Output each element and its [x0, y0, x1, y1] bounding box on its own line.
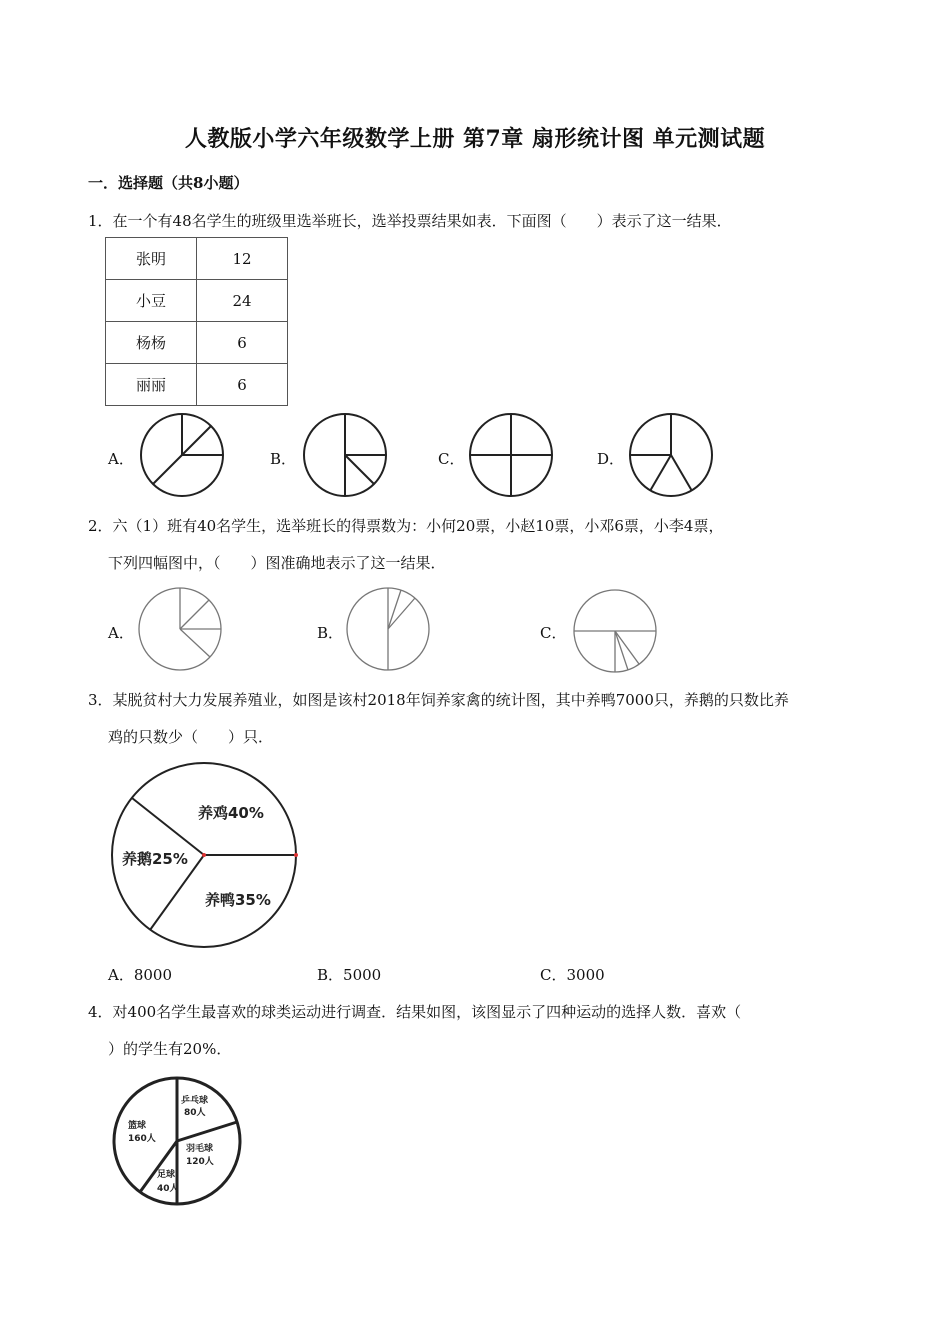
slice-count-basketball: 160人 — [128, 1134, 156, 1144]
slice-count-badminton: 120人 — [186, 1157, 214, 1167]
q3-pie-chart — [110, 762, 305, 952]
page-title: 人教版小学六年级数学上册 第7章 扇形统计图 单元测试题 — [184, 126, 766, 152]
q2-option-b[interactable]: B． — [317, 624, 344, 642]
q1-pie-c — [469, 413, 559, 503]
q1-pie-b — [302, 413, 392, 503]
q3-option-b[interactable]: B．5000 — [317, 966, 382, 984]
table-cell-votes: 6 — [197, 364, 288, 406]
q1-pie-a — [140, 413, 230, 503]
question-3-line-2: 鸡的只数少（ ）只． — [108, 728, 274, 746]
vote-table — [105, 237, 288, 406]
slice-label-chicken: 养鸡40% — [198, 804, 264, 822]
q2-option-c[interactable]: C． — [540, 624, 567, 642]
slice-label-duck: 养鸭35% — [205, 891, 271, 909]
table-cell-votes: 24 — [197, 280, 288, 322]
table-cell-name: 杨杨 — [106, 322, 197, 364]
question-4-line-2: ）的学生有20%． — [108, 1040, 232, 1058]
slice-count-football: 40人 — [157, 1184, 179, 1194]
table-row — [106, 322, 288, 364]
slice-label-basketball: 篮球 — [128, 1121, 147, 1131]
question-3-line-1: 3．某脱贫村大力发展养殖业，如图是该村2018年饲养家禽的统计图，其中养鸭7000只，养鹅的只数比养 — [88, 691, 789, 709]
q2-option-a[interactable]: A． — [108, 624, 134, 642]
slice-label-football: 足球 — [157, 1170, 176, 1180]
q1-option-a[interactable]: A． — [108, 450, 134, 468]
slice-label-goose: 养鹅25% — [122, 850, 188, 868]
q2-pie-c — [573, 589, 663, 679]
table-row — [106, 280, 288, 322]
q1-pie-d — [628, 413, 718, 503]
pie-divider-2 — [132, 798, 204, 855]
pie-center-dot — [202, 853, 206, 857]
section-heading: 一．选择题（共8小题） — [88, 174, 249, 192]
q2-pie-b — [346, 587, 436, 677]
question-2-line-2: 下列四幅图中，（ ）图准确地表示了这一结果． — [108, 554, 446, 572]
q1-option-d[interactable]: D． — [597, 450, 625, 468]
q1-option-b[interactable]: B． — [270, 450, 297, 468]
q3-option-c[interactable]: C．3000 — [540, 966, 605, 984]
question-2-line-1: 2．六（1）班有40名学生，选举班长的得票数为：小何20票，小赵10票，小邓6票，小李4票， — [88, 517, 724, 535]
pie-edge-dot — [294, 853, 298, 857]
slice-label-pingpong: 乒乓球 — [181, 1096, 209, 1106]
table-cell-name: 张明 — [106, 238, 197, 280]
question-1-text: 1．在一个有48名学生的班级里选举班长，选举投票结果如表．下面图（ ）表示了这一结果． — [88, 212, 732, 230]
pie-divider-2 — [177, 1122, 237, 1141]
q4-pie-chart — [112, 1075, 247, 1210]
slice-count-pingpong: 80人 — [184, 1108, 206, 1118]
table-cell-name: 小豆 — [106, 280, 197, 322]
q3-option-a[interactable]: A．8000 — [108, 966, 173, 984]
table-cell-votes: 6 — [197, 322, 288, 364]
q1-option-c[interactable]: C． — [438, 450, 465, 468]
table-cell-votes: 12 — [197, 238, 288, 280]
question-4-line-1: 4．对400名学生最喜欢的球类运动进行调查．结果如图，该图显示了四种运动的选择人数．喜欢（ — [88, 1003, 742, 1021]
q2-pie-a — [138, 587, 228, 677]
slice-label-badminton: 羽毛球 — [186, 1144, 214, 1154]
table-row — [106, 238, 288, 280]
table-row — [106, 364, 288, 406]
table-cell-name: 丽丽 — [106, 364, 197, 406]
